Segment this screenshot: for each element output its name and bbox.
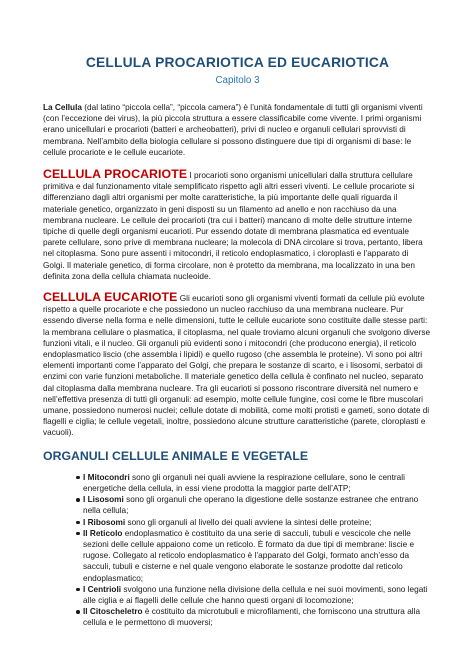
organelles-list: [43, 472, 432, 629]
organelle-term: I Lisosomi: [83, 495, 124, 505]
procariote-section: [43, 169, 432, 282]
document-subtitle: Capitolo 3: [215, 75, 260, 86]
organelle-text: è costituito da microtubuli e microfilamenti, che forniscono una struttura alla cellula e le permettono di muoversi;: [83, 607, 421, 628]
organelle-term: I Mitocondri: [83, 472, 130, 482]
list-item: [43, 584, 432, 606]
organelle-term: I Ribosomi: [83, 517, 126, 527]
bullet-icon: [76, 521, 80, 525]
intro-text: (dal latino “piccola cella”, “piccola camera”) è l’unità fondamentale di tutti gli organismi viventi (con l’eccezione dei virus), la più piccola struttura a essere classificabile come vivente. I primi organismi erano unicellulari e procarioti (batteri e archeobatteri), privi di nucleo e organuli cellulari sprovvisti di membrana. Nell’ambito della biologia cellulare si possono distinguere due tipi di organismi di base: le cellule procariote e le cellule eucariote.: [43, 103, 423, 157]
eucariote-heading: CELLULA EUCARIOTE: [43, 290, 178, 305]
list-item: [43, 528, 432, 584]
eucariote-text: Gli eucarioti sono gli organismi viventi formati da cellule più evolute rispetto a quelle procariote e che possiedono un nucleo racchiuso da una membrana nucleare. Pur essendo diverse nella forma e nelle dimensioni, tutte le cellule eucariote sono costituite dalle stesse parti: la membrana cellulare o plasmatica, il citoplasma, nel quale troviamo alcuni organuli che svolgono diverse funzioni vitali, e il nucleo. Gli organuli più evidenti sono i mitocondri (che producono energia), il reticolo endoplasmatico liscio (che assembla i lipidi) e quello rugoso (che assembla le proteine). Vi sono poi altri elementi importanti come l’apparato del Golgi, che prepara le sostanze di scarto, e i lisosomi, serbatoi di enzimi con varie funzioni metaboliche. Il materiale genetico della cellula è confinato nel nucleo, separato dal citoplasma dalla membrana nucleare. Tra gli eucarioti si possono riscontrare diversità nel numero e nell’effettiva presenza di tutti gli organuli: ad esempio, molte cellule fungine, così come le fibre muscolari umane, possiedono numerosi nuclei; cellule dotate di mobilità, come molti protisti e gameti, sono dotate di flagelli e ciglia; le cellule vegetali, inoltre, possiedono alcune strutture caratteristiche (parete, cloroplasti e vacuoli).: [43, 294, 431, 438]
organelle-text: sono gli organuli che operano la digestione delle sostanze estranee che entrano nella cellula;: [83, 495, 419, 516]
list-item: [43, 606, 432, 628]
eucariote-section: [43, 292, 432, 439]
organuli-heading: ORGANULI CELLULE ANIMALE E VEGETALE: [43, 448, 309, 463]
bullet-icon: [76, 610, 80, 614]
list-item: [43, 517, 432, 528]
bullet-icon: [76, 498, 80, 502]
intro-paragraph: [43, 102, 432, 158]
organelle-term: Il Reticolo: [83, 528, 123, 538]
organelle-text: sono gli organuli al livello dei quali avviene la sintesi delle proteine;: [125, 517, 372, 527]
procariote-text: I procarioti sono organismi unicellulari dalla struttura cellulare primitiva e dal funzionamento vitale semplificato rispetto agli altri esseri viventi. Le cellule procariote si differenziano dagli altri organismi per molte caratteristiche, la più importante delle quali riguarda il materiale genetico, organizzato in geni disposti su un filamento ad anello e non racchiuso da una membrana nucleare. Le cellule dei procarioti (tra cui i batteri) mancano di molte delle strutture interne tipiche di quelle degli organismi eucarioti. Pur essendo dotate di membrana plasmatica ed eventuale parete cellulare, sono prive di membrana nucleare; la molecola di DNA circolare si trova, pertanto, libera nel citoplasma. Sono pure assenti i mitocondri, il reticolo endoplasmatico, i cloroplasti e l’apparato di Golgi. Il materiale genetico, di forma circolare, non è protetto da membrana, ma localizzato in una ben definita zona della cellula chiamata nucleoide.: [43, 171, 423, 281]
organelle-text: sono gli organuli nei quali avviene la respirazione cellulare, sono le centrali energetiche della cellula, in essi viene prodotta la maggior parte dell’ATP;: [83, 472, 405, 493]
procariote-heading: CELLULA PROCARIOTE: [43, 167, 188, 182]
organelle-term: Il Citoscheletro: [83, 607, 143, 617]
list-item: [43, 472, 432, 494]
document-title: CELLULA PROCARIOTICA ED EUCARIOTICA: [85, 55, 390, 70]
bullet-icon: [76, 476, 80, 480]
organelle-term: I Centrioli: [83, 584, 122, 594]
intro-lead-term: La Cellula: [43, 103, 82, 112]
bullet-icon: [76, 532, 80, 536]
bullet-icon: [76, 588, 80, 592]
organelle-text: endoplasmatico è costituito da una serie di sacculi, tubuli e vescicole che nelle sezioni delle cellule appaiono come un reticolo. È formato da due tipi di membrane: liscie e rugose. Collegato al reticolo endoplasmatico è l’apparato del Golgi, formato anch’esso da sacculi, tubuli e cisterne e nel quale vengono elaborate le sostanze prodotte dal reticolo endoplasmatico;: [83, 528, 415, 583]
list-item: [43, 494, 432, 516]
organelle-text: svolgono una funzione nella divisione della cellula e nei suoi movimenti, sono legati alle ciglia e ai flagelli delle cellule che hanno questi organi di locomozione;: [83, 584, 428, 605]
